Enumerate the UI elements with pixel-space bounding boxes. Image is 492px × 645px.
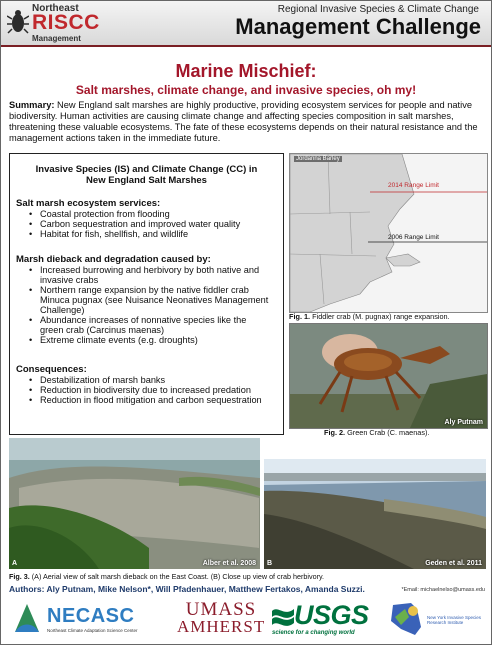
authors-text: Authors: Aly Putnam, Mike Nelson*, Will Pfadenhauer, Matthew Fertakos, Amanda Suzzi.	[9, 584, 365, 594]
services-heading: Salt marsh ecosystem services:	[16, 198, 161, 209]
range-label-2006: 2006 Range Limit	[388, 234, 439, 241]
riscc-bug-icon	[7, 9, 29, 35]
crab-herbivory-photo	[264, 459, 486, 569]
figure1-label: Fig. 1.	[289, 312, 311, 321]
crab-photo-credit: Aly Putnam	[444, 419, 483, 426]
list-item: • Increased burrowing and herbivory by both native and invasive crabs	[29, 265, 269, 285]
figure1-caption	[289, 312, 489, 321]
logo-text-northeast: Northeast	[32, 3, 79, 14]
usgs-name: USGS	[294, 600, 369, 630]
necasc-subtitle: Northeast Climate Adaptation Science Center	[47, 628, 138, 633]
dieback-list	[29, 265, 269, 345]
summary-paragraph	[9, 100, 485, 144]
figure2-caption-text: Green Crab (C. maenas).	[345, 428, 430, 437]
info-box-title	[10, 164, 283, 186]
list-item: • Coastal protection from flooding	[29, 209, 240, 219]
figure3-caption	[9, 572, 491, 581]
info-box-title-line2: New England Salt Marshes	[86, 175, 207, 186]
riscc-logo	[5, 3, 100, 43]
list-item: • Habitat for fish, shellfish, and wildlife	[29, 229, 240, 239]
green-crab-photo	[289, 323, 488, 429]
logo-text-riscc: RISCC	[32, 11, 100, 34]
photo-a-credit: Alber et al. 2008	[202, 560, 256, 567]
map-credit: Jordanna Barley	[296, 156, 340, 162]
nyis-text: New York Invasive Species Research Institute	[427, 615, 482, 625]
figure1-caption-text: Fiddler crab (M. pugnax) range expansion.	[310, 312, 450, 321]
necasc-mark-icon	[11, 602, 43, 636]
list-item: • Carbon sequestration and improved water quality	[29, 219, 240, 229]
necasc-logo	[11, 601, 166, 637]
figure3-label: Fig. 3.	[9, 572, 30, 581]
figure2-label: Fig. 2.	[324, 428, 346, 437]
poster-title: Marine Mischief:	[175, 61, 317, 81]
nyis-logo	[387, 599, 487, 639]
green-crab-image	[290, 324, 487, 428]
range-map	[289, 153, 488, 313]
aerial-dieback-image	[9, 438, 260, 569]
umass-logo	[177, 601, 265, 635]
new-york-state-icon	[387, 599, 425, 639]
summary-label: Summary:	[9, 100, 55, 110]
new-england-map	[290, 154, 487, 312]
info-box-title-line1: Invasive Species (IS) and Climate Change (CC) in	[35, 164, 258, 175]
logo-text-management: Management	[32, 34, 81, 43]
header-subtitle: Regional Invasive Species & Climate Change	[277, 4, 479, 15]
summary-text: New England salt marshes are highly productive, providing ecosystem services for people and native biodiversity. Human activities are causing climate change and affecting species composition in salt marshes, threatening these valuable ecosystems. The fate of these ecosystems depends on their natural resistance and the management actions taken in the immediate future.	[9, 100, 478, 143]
figure2-caption	[324, 428, 429, 437]
usgs-logo	[272, 601, 382, 637]
footer-logos	[1, 597, 491, 643]
umass-text: UMASS	[185, 599, 257, 620]
range-label-2014: 2014 Range Limit	[388, 182, 439, 189]
info-box	[9, 153, 284, 435]
contact-email: *Email: michaelnelso@umass.edu	[401, 587, 485, 593]
list-item: • Abundance increases of nonnative species like the green crab (Carcinus maenas)	[29, 315, 269, 335]
dieback-heading: Marsh dieback and degradation caused by:	[16, 254, 211, 265]
services-list	[29, 209, 240, 239]
aerial-dieback-photo	[9, 438, 260, 569]
consequences-heading: Consequences:	[16, 364, 87, 375]
usgs-wave-icon	[272, 603, 294, 629]
photo-a-letter: A	[12, 560, 18, 567]
list-item: • Reduction in biodiversity due to increased predation	[29, 385, 269, 395]
figure3-caption-text: (A) Aerial view of salt marsh dieback on the East Coast. (B) Close up view of crab herbivory.	[29, 572, 325, 581]
header-title: Management Challenge	[235, 14, 481, 39]
list-item: • Extreme climate events (e.g. droughts)	[29, 335, 269, 345]
necasc-name: NECASC	[47, 605, 135, 627]
list-item: • Reduction in flood mitigation and carbon sequestration	[29, 395, 269, 405]
photo-b-letter: B	[267, 560, 273, 567]
photo-b-credit: Geden et al. 2011	[425, 560, 482, 567]
list-item: • Northern range expansion by the native fiddler crab Minuca pugnax (see Nuisance Neonatives Management Challenge)	[29, 285, 269, 315]
consequences-list	[29, 375, 269, 405]
poster-subtitle: Salt marshes, climate change, and invasive species, oh my!	[75, 83, 417, 97]
list-item: • Destabilization of marsh banks	[29, 375, 269, 385]
header-bar	[1, 1, 491, 47]
crab-herbivory-image	[264, 459, 486, 569]
amherst-text: AMHERST	[177, 617, 266, 636]
authors-line	[9, 584, 485, 594]
usgs-tagline: science for a changing world	[272, 630, 355, 636]
